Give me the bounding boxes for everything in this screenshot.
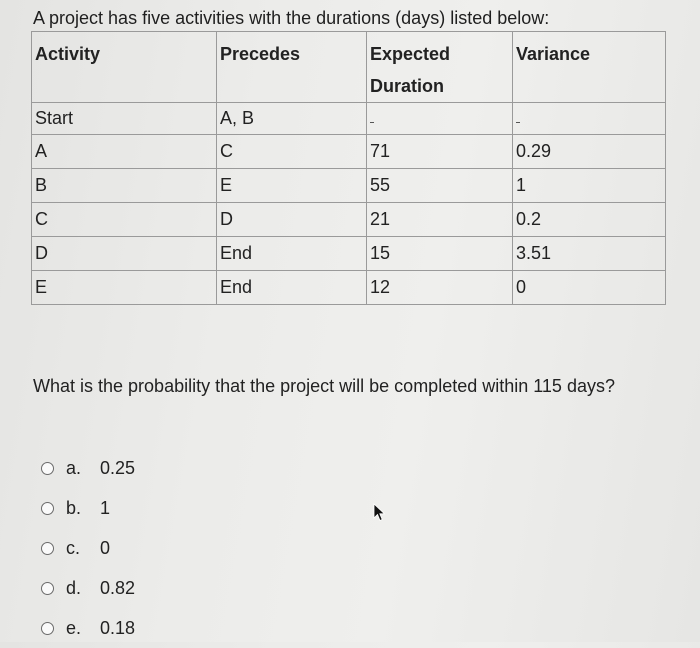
header-activity: Activity xyxy=(32,32,217,103)
dash-mark xyxy=(516,122,520,123)
cell-precedes: A, B xyxy=(217,103,367,135)
cell-precedes: D xyxy=(217,203,367,237)
mouse-pointer-icon xyxy=(372,503,388,523)
option-value: 1 xyxy=(100,497,111,518)
cell-precedes: End xyxy=(217,237,367,271)
cell-variance: 0 xyxy=(513,271,666,305)
cell-precedes: C xyxy=(217,135,367,169)
cell-activity: A xyxy=(32,135,217,169)
option-letter: e. xyxy=(66,617,82,638)
cell-variance: 3.51 xyxy=(513,237,666,271)
option-letter: c. xyxy=(66,537,81,558)
cell-activity: Start xyxy=(32,103,217,135)
radio-button[interactable] xyxy=(41,542,54,555)
option-value: 0.18 xyxy=(100,617,136,638)
table-header-row xyxy=(32,32,666,103)
option-value: 0.25 xyxy=(100,457,136,478)
radio-button[interactable] xyxy=(41,622,54,635)
option-e[interactable] xyxy=(41,608,135,648)
option-value: 0 xyxy=(100,537,111,558)
option-value: 0.82 xyxy=(100,577,136,598)
cell-variance: 0.29 xyxy=(513,135,666,169)
cell-precedes: E xyxy=(217,169,367,203)
table-row xyxy=(32,271,666,305)
option-letter: b. xyxy=(66,497,82,518)
header-variance: Variance xyxy=(513,32,666,103)
option-a[interactable] xyxy=(41,448,135,488)
activity-table xyxy=(31,31,666,305)
table-row xyxy=(32,237,666,271)
option-d[interactable] xyxy=(41,568,135,608)
cell-precedes: End xyxy=(217,271,367,305)
cell-duration: 55 xyxy=(367,169,513,203)
dash-mark xyxy=(370,122,374,123)
cell-variance: 1 xyxy=(513,169,666,203)
option-c[interactable] xyxy=(41,528,135,568)
table-row xyxy=(32,169,666,203)
cell-duration xyxy=(367,103,513,135)
option-b[interactable] xyxy=(41,488,135,528)
question-text: What is the probability that the project will be completed within 115 days? xyxy=(33,376,615,396)
option-letter: a. xyxy=(66,457,82,478)
cell-activity: E xyxy=(32,271,217,305)
cell-duration: 71 xyxy=(367,135,513,169)
cell-variance xyxy=(513,103,666,135)
radio-button[interactable] xyxy=(41,502,54,515)
question-intro: A project has five activities with the durations (days) listed below: xyxy=(33,8,550,28)
table-row xyxy=(32,135,666,169)
cell-activity: D xyxy=(32,237,217,271)
answer-options xyxy=(41,448,135,648)
cell-variance: 0.2 xyxy=(513,203,666,237)
header-precedes: Precedes xyxy=(217,32,367,103)
cell-duration: 12 xyxy=(367,271,513,305)
cell-duration: 15 xyxy=(367,237,513,271)
table-row xyxy=(32,103,666,135)
table-row xyxy=(32,203,666,237)
radio-button[interactable] xyxy=(41,462,54,475)
cell-activity: C xyxy=(32,203,217,237)
header-expected-duration: Expected Duration xyxy=(367,32,513,103)
cell-duration: 21 xyxy=(367,203,513,237)
option-letter: d. xyxy=(66,577,82,598)
radio-button[interactable] xyxy=(41,582,54,595)
cell-activity: B xyxy=(32,169,217,203)
